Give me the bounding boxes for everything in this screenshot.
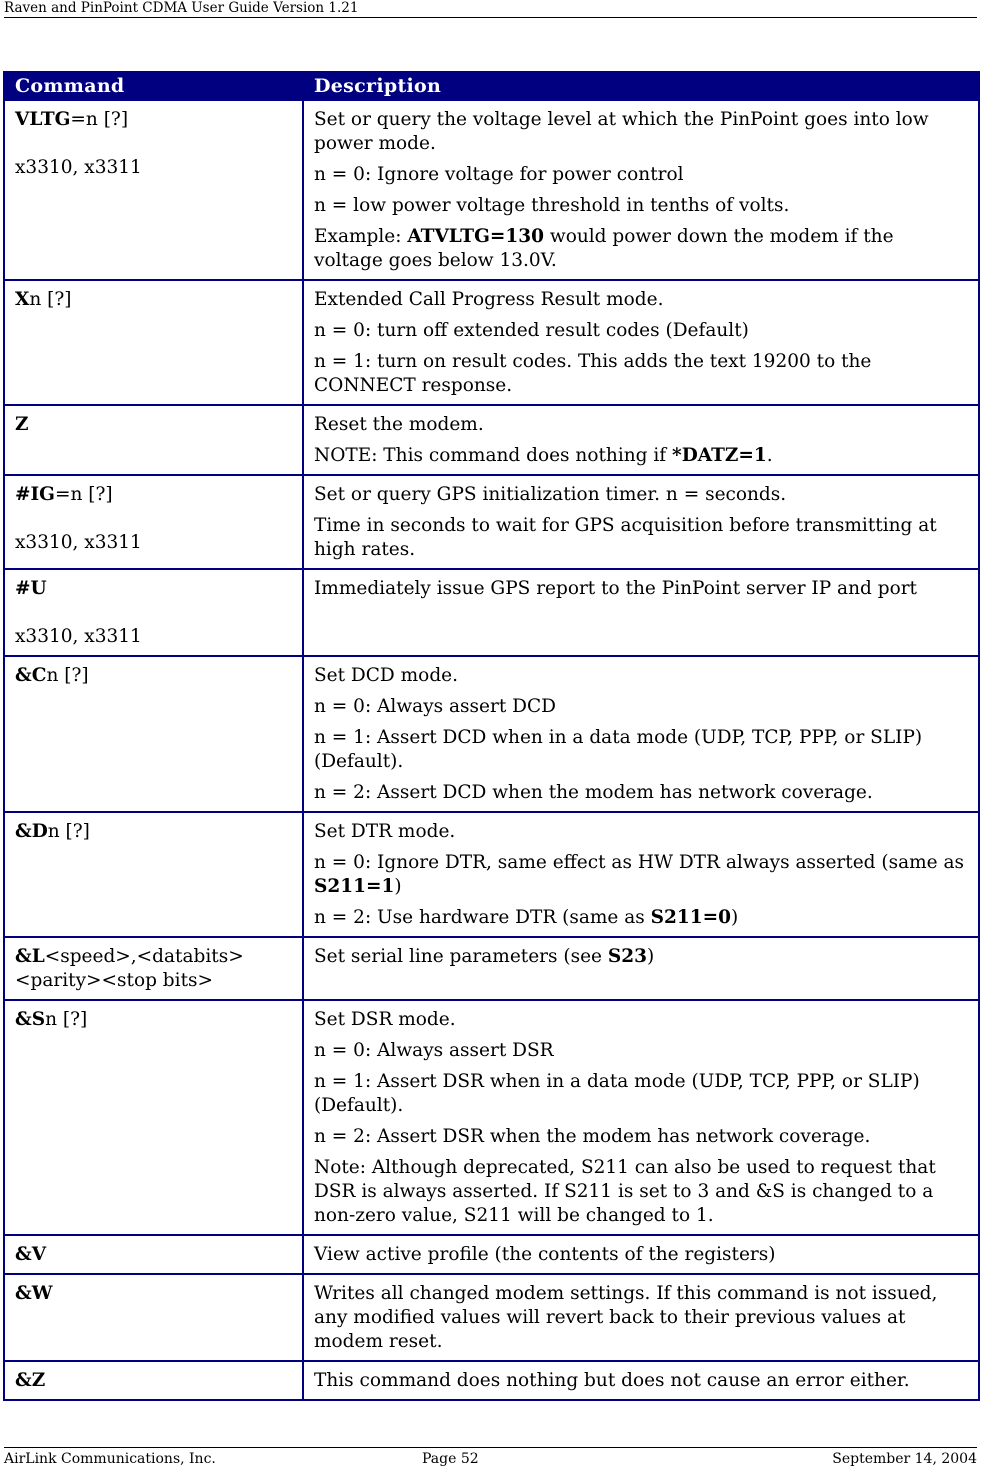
command-name: &C bbox=[15, 665, 47, 686]
table-body bbox=[4, 100, 979, 1400]
footer-page-number: Page 52 bbox=[422, 1451, 479, 1467]
command-syntax: =n [?] bbox=[54, 484, 113, 505]
description-text: Set or query GPS initialization timer. n = seconds. bbox=[314, 484, 787, 505]
description-text: Set DCD mode. bbox=[314, 665, 458, 686]
description-bold-text: ATVLTG=130 bbox=[407, 226, 544, 247]
command-name: &V bbox=[15, 1244, 47, 1265]
document-title: Raven and PinPoint CDMA User Guide Version 1.21 bbox=[4, 0, 359, 16]
description-text: View active profile (the contents of the registers) bbox=[314, 1244, 776, 1265]
description-cell bbox=[303, 280, 979, 405]
table-row bbox=[4, 405, 979, 475]
command-cell bbox=[4, 100, 303, 280]
description-line bbox=[314, 851, 968, 899]
command-name: &S bbox=[15, 1009, 46, 1030]
description-bold-text: S211=0 bbox=[650, 907, 731, 928]
description-text: Extended Call Progress Result mode. bbox=[314, 289, 664, 310]
description-line bbox=[314, 413, 968, 437]
page-footer bbox=[4, 1447, 977, 1470]
table-row bbox=[4, 569, 979, 656]
table-row bbox=[4, 656, 979, 812]
table-row bbox=[4, 937, 979, 1000]
description-cell bbox=[303, 1361, 979, 1400]
command-cell bbox=[4, 1000, 303, 1235]
description-text-tail: ) bbox=[731, 907, 739, 928]
table-row bbox=[4, 475, 979, 569]
description-line bbox=[314, 163, 968, 187]
description-text: NOTE: This command does nothing if bbox=[314, 445, 673, 466]
description-text-tail: ) bbox=[646, 946, 655, 967]
description-text: n = 0: Always assert DCD bbox=[314, 696, 556, 717]
command-name: #IG bbox=[15, 484, 55, 505]
description-text: Immediately issue GPS report to the PinPoint server IP and port bbox=[314, 578, 917, 599]
description-text: n = 0: Ignore voltage for power control bbox=[314, 164, 684, 185]
description-text: n = 0: Ignore DTR, same effect as HW DTR always asserted (same as bbox=[314, 852, 965, 873]
description-line bbox=[314, 225, 968, 273]
table-header-row bbox=[4, 72, 979, 100]
description-line bbox=[314, 350, 968, 398]
description-cell bbox=[303, 1000, 979, 1235]
command-name: X bbox=[15, 289, 30, 310]
table-row bbox=[4, 1000, 979, 1235]
command-name: &L bbox=[15, 946, 45, 967]
description-line bbox=[314, 1008, 968, 1032]
column-header-description: Description bbox=[303, 72, 979, 100]
description-cell bbox=[303, 812, 979, 937]
description-line bbox=[314, 664, 968, 688]
description-text: This command does nothing but does not cause an error either. bbox=[314, 1370, 910, 1391]
description-text: Set or query the voltage level at which the PinPoint goes into low power mode. bbox=[314, 109, 929, 154]
description-text: Reset the modem. bbox=[314, 414, 484, 435]
table-row bbox=[4, 1274, 979, 1361]
command-cell bbox=[4, 656, 303, 812]
command-syntax: n [?] bbox=[45, 1009, 88, 1030]
description-line bbox=[314, 288, 968, 312]
table-row bbox=[4, 100, 979, 280]
description-text-tail: would power down the modem if the voltage goes below 13.0V. bbox=[314, 226, 894, 271]
description-line bbox=[314, 1243, 968, 1267]
description-line bbox=[314, 1156, 968, 1228]
description-cell bbox=[303, 1274, 979, 1361]
description-text: Set DTR mode. bbox=[314, 821, 456, 842]
command-syntax: =n [?] bbox=[70, 109, 129, 130]
description-text: Example: bbox=[314, 226, 408, 247]
command-models: x3310, x3311 bbox=[15, 532, 142, 553]
description-bold-text: S211=1 bbox=[314, 876, 395, 897]
command-syntax: n [?] bbox=[46, 665, 89, 686]
description-text: Set serial line parameters (see bbox=[314, 946, 608, 967]
table-row bbox=[4, 1361, 979, 1400]
command-name: &D bbox=[15, 821, 48, 842]
description-line bbox=[314, 726, 968, 774]
description-line bbox=[314, 577, 968, 601]
table-row bbox=[4, 1235, 979, 1274]
description-line bbox=[314, 945, 968, 969]
description-text: n = 2: Use hardware DTR (same as bbox=[314, 907, 651, 928]
command-syntax: n [?] bbox=[29, 289, 72, 310]
command-models: x3310, x3311 bbox=[15, 626, 142, 647]
command-cell bbox=[4, 475, 303, 569]
command-cell bbox=[4, 812, 303, 937]
description-bold-text: *DATZ=1 bbox=[672, 445, 767, 466]
description-text: n = low power voltage threshold in tenths of volts. bbox=[314, 195, 790, 216]
command-models: x3310, x3311 bbox=[15, 157, 142, 178]
command-cell bbox=[4, 405, 303, 475]
description-cell bbox=[303, 656, 979, 812]
description-line bbox=[314, 906, 968, 930]
description-text: Time in seconds to wait for GPS acquisition before transmitting at high rates. bbox=[314, 515, 937, 560]
description-text-tail: . bbox=[766, 445, 773, 466]
command-name: Z bbox=[15, 414, 29, 435]
command-name: VLTG bbox=[15, 109, 71, 130]
command-syntax: n [?] bbox=[47, 821, 90, 842]
description-line bbox=[314, 781, 968, 805]
description-cell bbox=[303, 475, 979, 569]
description-text: n = 2: Assert DCD when the modem has network coverage. bbox=[314, 782, 873, 803]
description-line bbox=[314, 319, 968, 343]
column-header-command: Command bbox=[4, 72, 303, 100]
command-syntax: <speed>,<databits><parity><stop bits> bbox=[15, 946, 244, 991]
description-line bbox=[314, 1125, 968, 1149]
command-cell bbox=[4, 937, 303, 1000]
description-text: n = 0: turn off extended result codes (Default) bbox=[314, 320, 749, 341]
footer-date: September 14, 2004 bbox=[832, 1451, 977, 1467]
table-row bbox=[4, 280, 979, 405]
command-cell bbox=[4, 1235, 303, 1274]
description-text: Set DSR mode. bbox=[314, 1009, 456, 1030]
description-text: n = 1: Assert DCD when in a data mode (UDP, TCP, PPP, or SLIP) (Default). bbox=[314, 727, 923, 772]
command-cell bbox=[4, 1274, 303, 1361]
command-name: #U bbox=[15, 578, 47, 599]
description-line bbox=[314, 1282, 968, 1354]
command-name: &W bbox=[15, 1283, 53, 1304]
command-cell bbox=[4, 569, 303, 656]
description-line bbox=[314, 1039, 968, 1063]
description-line bbox=[314, 1369, 968, 1393]
command-cell bbox=[4, 1361, 303, 1400]
description-cell bbox=[303, 1235, 979, 1274]
description-text: n = 0: Always assert DSR bbox=[314, 1040, 554, 1061]
description-text: Writes all changed modem settings. If this command is not issued, any modified values will revert back to their previous values at modem reset. bbox=[314, 1283, 938, 1352]
footer-company: AirLink Communications, Inc. bbox=[4, 1451, 216, 1467]
description-text: n = 1: Assert DSR when in a data mode (UDP, TCP, PPP, or SLIP) (Default). bbox=[314, 1071, 920, 1116]
description-line bbox=[314, 514, 968, 562]
command-cell bbox=[4, 280, 303, 405]
description-bold-text: S23 bbox=[607, 946, 647, 967]
description-text-tail: ) bbox=[394, 876, 402, 897]
description-line bbox=[314, 1070, 968, 1118]
description-text: n = 1: turn on result codes. This adds the text 19200 to the CONNECT response. bbox=[314, 351, 872, 396]
description-line bbox=[314, 444, 968, 468]
description-cell bbox=[303, 405, 979, 475]
table-row bbox=[4, 812, 979, 937]
description-cell bbox=[303, 937, 979, 1000]
description-line bbox=[314, 820, 968, 844]
description-cell bbox=[303, 100, 979, 280]
description-text: n = 2: Assert DSR when the modem has network coverage. bbox=[314, 1126, 871, 1147]
description-text: Note: Although deprecated, S211 can also be used to request that DSR is always asserted. If S211 is set to 3 and &S is changed to a non-zero value, S211 will be changed to 1. bbox=[314, 1157, 936, 1226]
description-line bbox=[314, 695, 968, 719]
description-line bbox=[314, 194, 968, 218]
command-table bbox=[3, 71, 980, 1401]
description-line bbox=[314, 483, 968, 507]
description-cell bbox=[303, 569, 979, 656]
page-header bbox=[4, 0, 977, 18]
description-line bbox=[314, 108, 968, 156]
command-name: &Z bbox=[15, 1370, 46, 1391]
